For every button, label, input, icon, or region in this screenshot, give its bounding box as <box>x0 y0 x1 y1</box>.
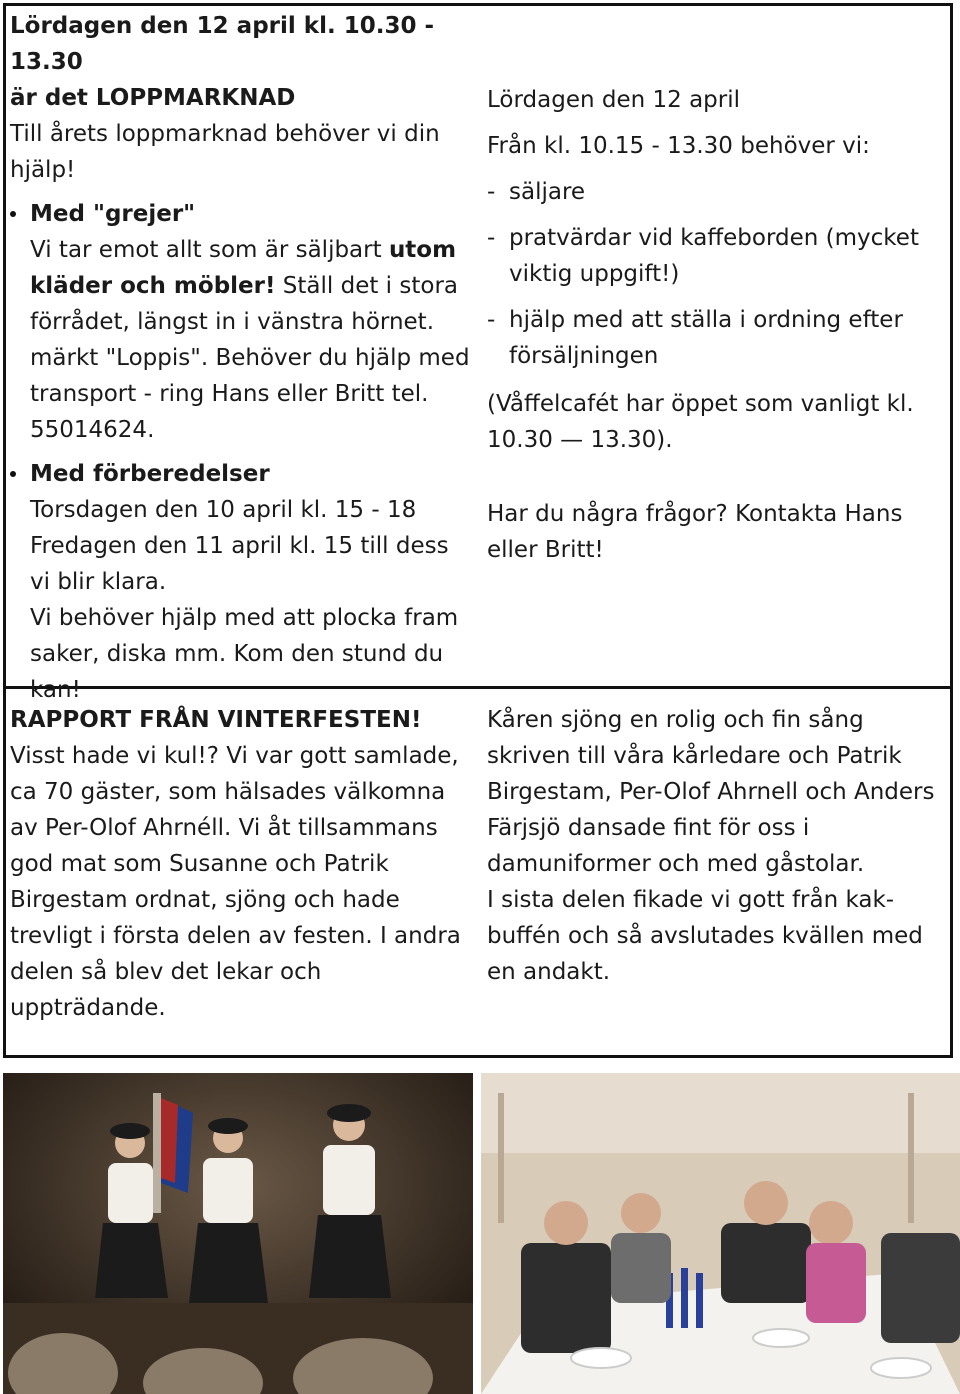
rapport-para2: I sista delen fikade vi gott från kak-buffén och så avslutades kvällen med en andakt. <box>487 887 923 985</box>
contact-note: Har du några frågor? Kontakta Hans eller Britt! <box>487 501 903 563</box>
forberedelser-line3: Vi behöver hjälp med att plocka fram saker, diska mm. Kom den stund du kan! <box>30 605 459 703</box>
cafe-note: (Våffelcafét har öppet som vanligt kl. 10.30 — 13.30). <box>487 391 914 453</box>
rapport-heading: RAPPORT FRÅN VINTERFESTEN! <box>10 707 422 733</box>
rapport-para1: Kåren sjöng en rolig och fin sång skriven till våra kårledare och Patrik Birgestam, Per-Olof Ahrnell och Anders Färjsjö dansade fint för oss i damuniformer och med gåstolar. <box>487 707 935 877</box>
loppmarknad-title-line2: är det LOPPMARKNAD <box>10 85 296 111</box>
volunteer-time: Från kl. 10.15 - 13.30 behöver vi: <box>487 133 870 159</box>
rapport-continued <box>487 702 947 990</box>
forberedelser-line1: Torsdagen den 10 april kl. 15 - 18 <box>30 497 417 523</box>
volunteer-section <box>487 82 942 568</box>
need-item: - pratvärdar vid kaffeborden (mycket viktig uppgift!) <box>487 225 919 287</box>
grejer-item <box>10 196 472 448</box>
forberedelser-line2: Fredagen den 11 april kl. 15 till dess vi blir klara. <box>30 533 449 595</box>
grejer-heading: Med "grejer" <box>30 201 196 227</box>
loppmarknad-title-line1: Lördagen den 12 april kl. 10.30 - 13.30 <box>10 13 435 75</box>
loppmarknad-section <box>10 8 472 708</box>
need-item: - säljare <box>487 179 586 205</box>
bullet-icon <box>10 211 16 217</box>
bullet-icon <box>10 471 16 477</box>
rapport-body: Visst hade vi kul!? Vi var gott samlade, ca 70 gäster, som hälsades välkomna av Per-Olof Ahrnéll. Vi åt tillsammans god mat som Susanne och Patrik Birgestam ordnat, sjöng och hade trevligt i första delen av festen. I andra delen så blev det lekar och uppträdande. <box>10 743 461 1021</box>
forberedelser-item <box>10 456 472 708</box>
photo-dinner-table <box>481 1073 960 1394</box>
grejer-text: Vi tar emot allt som är säljbart utom kläder och möbler! Ställ det i stora förrådet, längst in i vänstra hörnet. märkt "Loppis". Behöver du hjälp med transport - ring Hans eller Britt tel. 55014624. <box>30 237 470 443</box>
rapport-section <box>10 702 472 1026</box>
volunteer-date: Lördagen den 12 april <box>487 87 741 113</box>
photo-stage-dance <box>3 1073 473 1394</box>
need-item: - hjälp med att ställa i ordning efter försäljningen <box>487 307 903 369</box>
loppmarknad-intro: Till årets loppmarknad behöver vi din hjälp! <box>10 121 440 183</box>
forberedelser-heading: Med förberedelser <box>30 461 270 487</box>
